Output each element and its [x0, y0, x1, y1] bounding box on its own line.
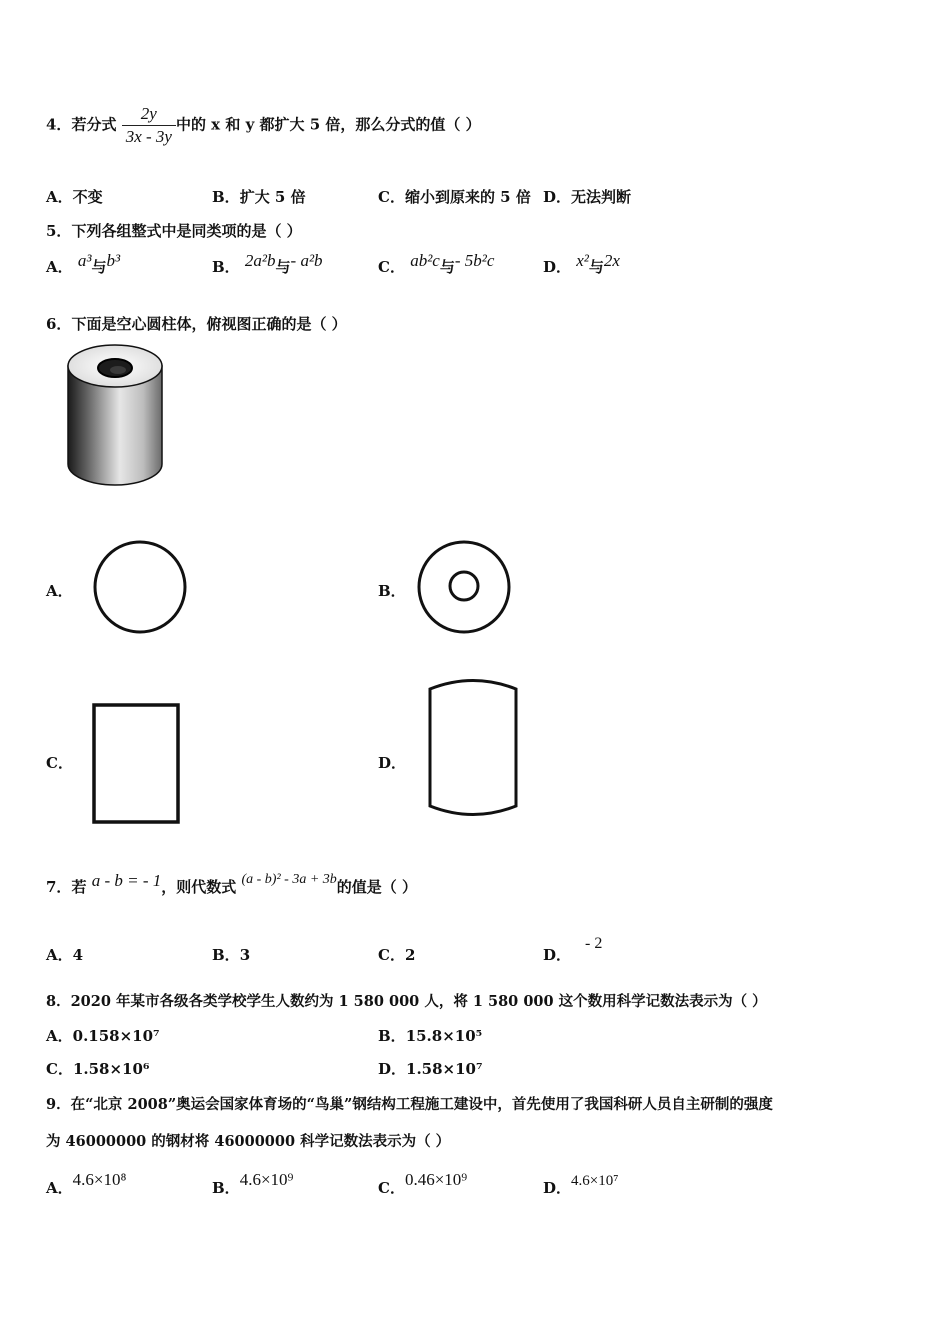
q9-line1: 在“北京 2008”奥运会国家体育场的“鸟巢”钢结构工程施工建设中，首先使用了我国科研人员自主研制的强度: [70, 1096, 773, 1113]
option-left: ab²c: [410, 251, 440, 270]
option-right: - 5b²c: [454, 251, 495, 270]
option-label: B．: [212, 946, 240, 964]
option-connector: 与: [588, 258, 604, 276]
q7-expression: (a - b)² - 3a + 3b: [241, 872, 337, 887]
option-label: C．: [378, 1179, 405, 1197]
option-label: A．: [46, 946, 73, 964]
q6-option-a-figure[interactable]: [92, 540, 188, 636]
option-label: A．: [46, 258, 73, 276]
option-text: 3: [239, 946, 251, 964]
q6-option-d[interactable]: [378, 752, 406, 773]
q4-fraction-denominator: 3x - 3y: [125, 127, 172, 146]
q9-line2: 为 46000000 的钢材将 46000000 科学记数法表示为（ ）: [46, 1133, 451, 1150]
q8-option-d[interactable]: [378, 1058, 483, 1079]
option-label: A．: [46, 1027, 73, 1045]
option-label: B．: [212, 188, 240, 206]
option-label: C．: [46, 754, 73, 772]
option-label: A．: [46, 1179, 73, 1197]
option-text: 扩大 5 倍: [239, 188, 306, 206]
option-text: 缩小到原来的 5 倍: [404, 188, 531, 206]
option-text: 0.46×10⁹: [404, 1170, 468, 1189]
option-text: 无法判断: [571, 188, 632, 206]
q9-option-b[interactable]: [212, 1170, 294, 1198]
q7-option-c[interactable]: [378, 944, 415, 965]
q5-option-c[interactable]: [378, 251, 495, 277]
q4-suffix: 中的 x 和 y 都扩大 5 倍，那么分式的值（ ）: [175, 115, 481, 134]
q9-stem-line1: [46, 1093, 773, 1114]
q4-option-a[interactable]: [46, 186, 103, 207]
q4-option-b[interactable]: [212, 186, 306, 207]
option-label: B．: [212, 258, 240, 276]
q6-option-c-figure[interactable]: [90, 702, 184, 828]
q7-option-b[interactable]: [212, 944, 250, 965]
q7-number: 7．: [46, 878, 72, 896]
q7-option-a[interactable]: [46, 944, 83, 965]
q9-option-c[interactable]: [378, 1170, 468, 1198]
q4-prefix: 若分式: [71, 115, 117, 134]
option-text: 4: [72, 946, 84, 964]
q8-option-a[interactable]: [46, 1025, 160, 1046]
option-label: A．: [46, 582, 73, 600]
option-text: - 2: [585, 935, 603, 952]
q5-text: 下列各组整式中是同类项的是（ ）: [71, 222, 302, 240]
q8-option-b[interactable]: [378, 1025, 482, 1046]
q4-number: 4．: [46, 115, 72, 134]
option-text: 4.6×10⁸: [72, 1170, 127, 1189]
option-label: D．: [378, 1060, 407, 1078]
q7-prefix: 若: [71, 878, 87, 896]
option-connector: 与: [275, 258, 291, 276]
option-label: D．: [543, 946, 572, 964]
q6-text: 下面是空心圆柱体，俯视图正确的是（ ）: [71, 315, 347, 333]
q6-option-a[interactable]: [46, 580, 73, 601]
option-label: C．: [378, 188, 405, 206]
q6-option-c[interactable]: [46, 752, 73, 773]
q6-option-b-figure[interactable]: [416, 540, 512, 636]
option-label: D．: [378, 754, 407, 772]
option-label: B．: [378, 582, 406, 600]
hollow-cylinder-figure: [60, 340, 172, 492]
q7-stem: [46, 871, 418, 897]
option-label: A．: [46, 188, 73, 206]
q5-option-d[interactable]: [543, 251, 620, 277]
option-text: 1.58×10⁶: [72, 1060, 150, 1078]
option-label: C．: [46, 1060, 73, 1078]
option-right: 2x: [603, 251, 620, 270]
option-text: 15.8×10⁵: [405, 1027, 483, 1045]
option-text: 不变: [72, 188, 103, 206]
option-label: B．: [378, 1027, 406, 1045]
q6-number: 6．: [46, 315, 72, 333]
option-right: b³: [106, 251, 121, 270]
q4-fraction-numerator: 2y: [122, 104, 176, 126]
q9-number: 9．: [46, 1096, 71, 1113]
q6-option-b[interactable]: [378, 580, 406, 601]
q4-fraction: [122, 104, 176, 147]
q5-option-a[interactable]: [46, 251, 121, 277]
option-left: a³: [77, 251, 92, 270]
q7-middle: ，则代数式: [161, 878, 237, 896]
option-text: 2: [404, 946, 416, 964]
option-text: 4.6×10⁷: [571, 1173, 619, 1189]
option-label: C．: [378, 258, 405, 276]
q4-option-c[interactable]: [378, 186, 531, 207]
q9-stem-line2: [46, 1130, 450, 1151]
option-label: D．: [543, 188, 572, 206]
option-connector: 与: [91, 258, 107, 276]
option-label: C．: [378, 946, 405, 964]
q8-option-c[interactable]: [46, 1058, 150, 1079]
option-left: x²: [576, 251, 589, 270]
option-label: D．: [543, 1179, 572, 1197]
q8-text: 2020 年某市各级各类学校学生人数约为 1 580 000 人，将 1 580 000 这个数用科学记数法表示为（ ）: [70, 993, 767, 1010]
q9-option-d[interactable]: [543, 1173, 619, 1198]
q6-stem: [46, 313, 347, 334]
option-label: B．: [212, 1179, 240, 1197]
q8-number: 8．: [46, 993, 71, 1010]
option-text: 4.6×10⁹: [239, 1170, 294, 1189]
q8-stem: [46, 990, 767, 1011]
q5-number: 5．: [46, 222, 72, 240]
q5-option-b[interactable]: [212, 251, 323, 277]
q7-suffix: 的值是（ ）: [336, 878, 418, 896]
q5-stem: [46, 220, 302, 241]
option-text: 0.158×10⁷: [72, 1027, 160, 1045]
q4-stem: [46, 104, 481, 147]
option-left: 2a²b: [244, 251, 276, 270]
q9-option-a[interactable]: [46, 1170, 127, 1198]
option-text: 1.58×10⁷: [406, 1060, 483, 1078]
q4-option-d[interactable]: [543, 186, 631, 207]
option-label: D．: [543, 258, 572, 276]
option-right: - a²b: [290, 251, 323, 270]
q7-option-d[interactable]: [543, 935, 603, 965]
q7-condition: a - b = - 1: [91, 871, 162, 890]
q6-option-d-figure[interactable]: [426, 678, 522, 828]
option-connector: 与: [439, 258, 455, 276]
